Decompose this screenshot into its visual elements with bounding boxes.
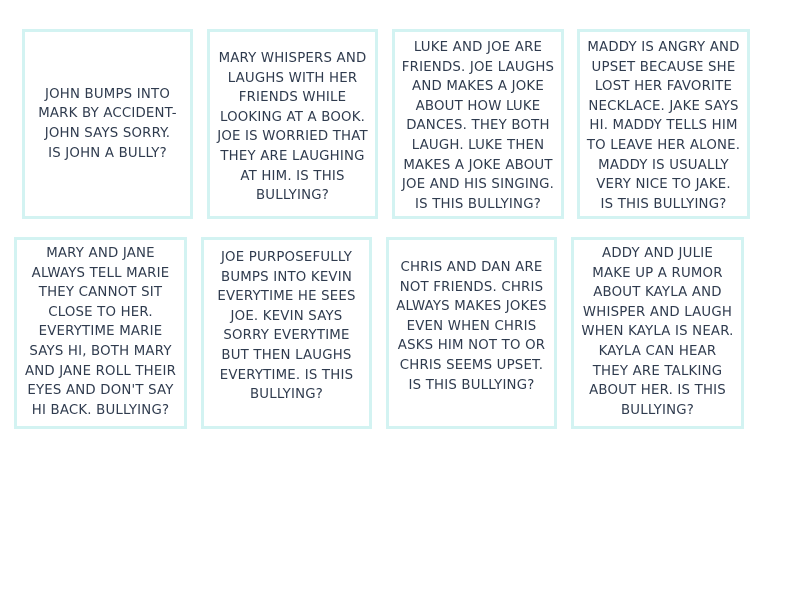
scenario-card-8 (571, 237, 744, 429)
scenario-card-text: LUKE AND JOE ARE FRIENDS. JOE LAUGHS AND MAKES A JOKE ABOUT HOW LUKE DANCES. THEY BOTH LAUGH. LUKE THEN MAKES A JOKE ABOUT JOE AND HIS SINGING. IS THIS BULLYING? (401, 40, 555, 212)
scenario-card-text: MARY AND JANE ALWAYS TELL MARIE THEY CANNOT SIT CLOSE TO HER. EVERYTIME MARIE SAYS HI, BOTH MARY AND JANE ROLL THEIR EYES AND DON'T SAY HI BACK. BULLYING? (24, 246, 177, 418)
scenario-card-text: CHRIS AND DAN ARE NOT FRIENDS. CHRIS ALWAYS MAKES JOKES EVEN WHEN CHRIS ASKS HIM NOT TO OR CHRIS SEEMS UPSET. IS THIS BULLYING? (396, 260, 547, 393)
scenario-card-5 (14, 237, 187, 429)
scenario-card-text: ADDY AND JULIE MAKE UP A RUMOR ABOUT KAYLA AND WHISPER AND LAUGH WHEN KAYLA IS NEAR. KAYLA CAN HEAR THEY ARE TALKING ABOUT HER. IS THIS BULLYING? (581, 246, 734, 418)
scenario-card-2 (207, 29, 378, 219)
scenario-card-text: MADDY IS ANGRY AND UPSET BECAUSE SHE LOST HER FAVORITE NECKLACE. JAKE SAYS HI. MADDY TELLS HIM TO LEAVE HER ALONE. MADDY IS USUALLY VERY NICE TO JAKE. IS THIS BULLYING? (586, 40, 741, 212)
scenario-card-text: JOE PURPOSEFULLY BUMPS INTO KEVIN EVERYTIME HE SEES JOE. KEVIN SAYS SORRY EVERYTIME BUT THEN LAUGHS EVERYTIME. IS THIS BULLYING? (217, 250, 356, 403)
scenario-card-4 (577, 29, 750, 219)
scenario-card-text: JOHN BUMPS INTO MARK BY ACCIDENT- JOHN SAYS SORRY. IS JOHN A BULLY? (38, 86, 177, 161)
scenario-card-7 (386, 237, 557, 429)
scenario-card-text: MARY WHISPERS AND LAUGHS WITH HER FRIENDS WHILE LOOKING AT A BOOK. JOE IS WORRIED THAT THEY ARE LAUGHING AT HIM. IS THIS BULLYING? (217, 51, 368, 204)
scenario-card-1 (22, 29, 193, 219)
scenario-card-6 (201, 237, 372, 429)
scenario-card-3 (392, 29, 564, 219)
